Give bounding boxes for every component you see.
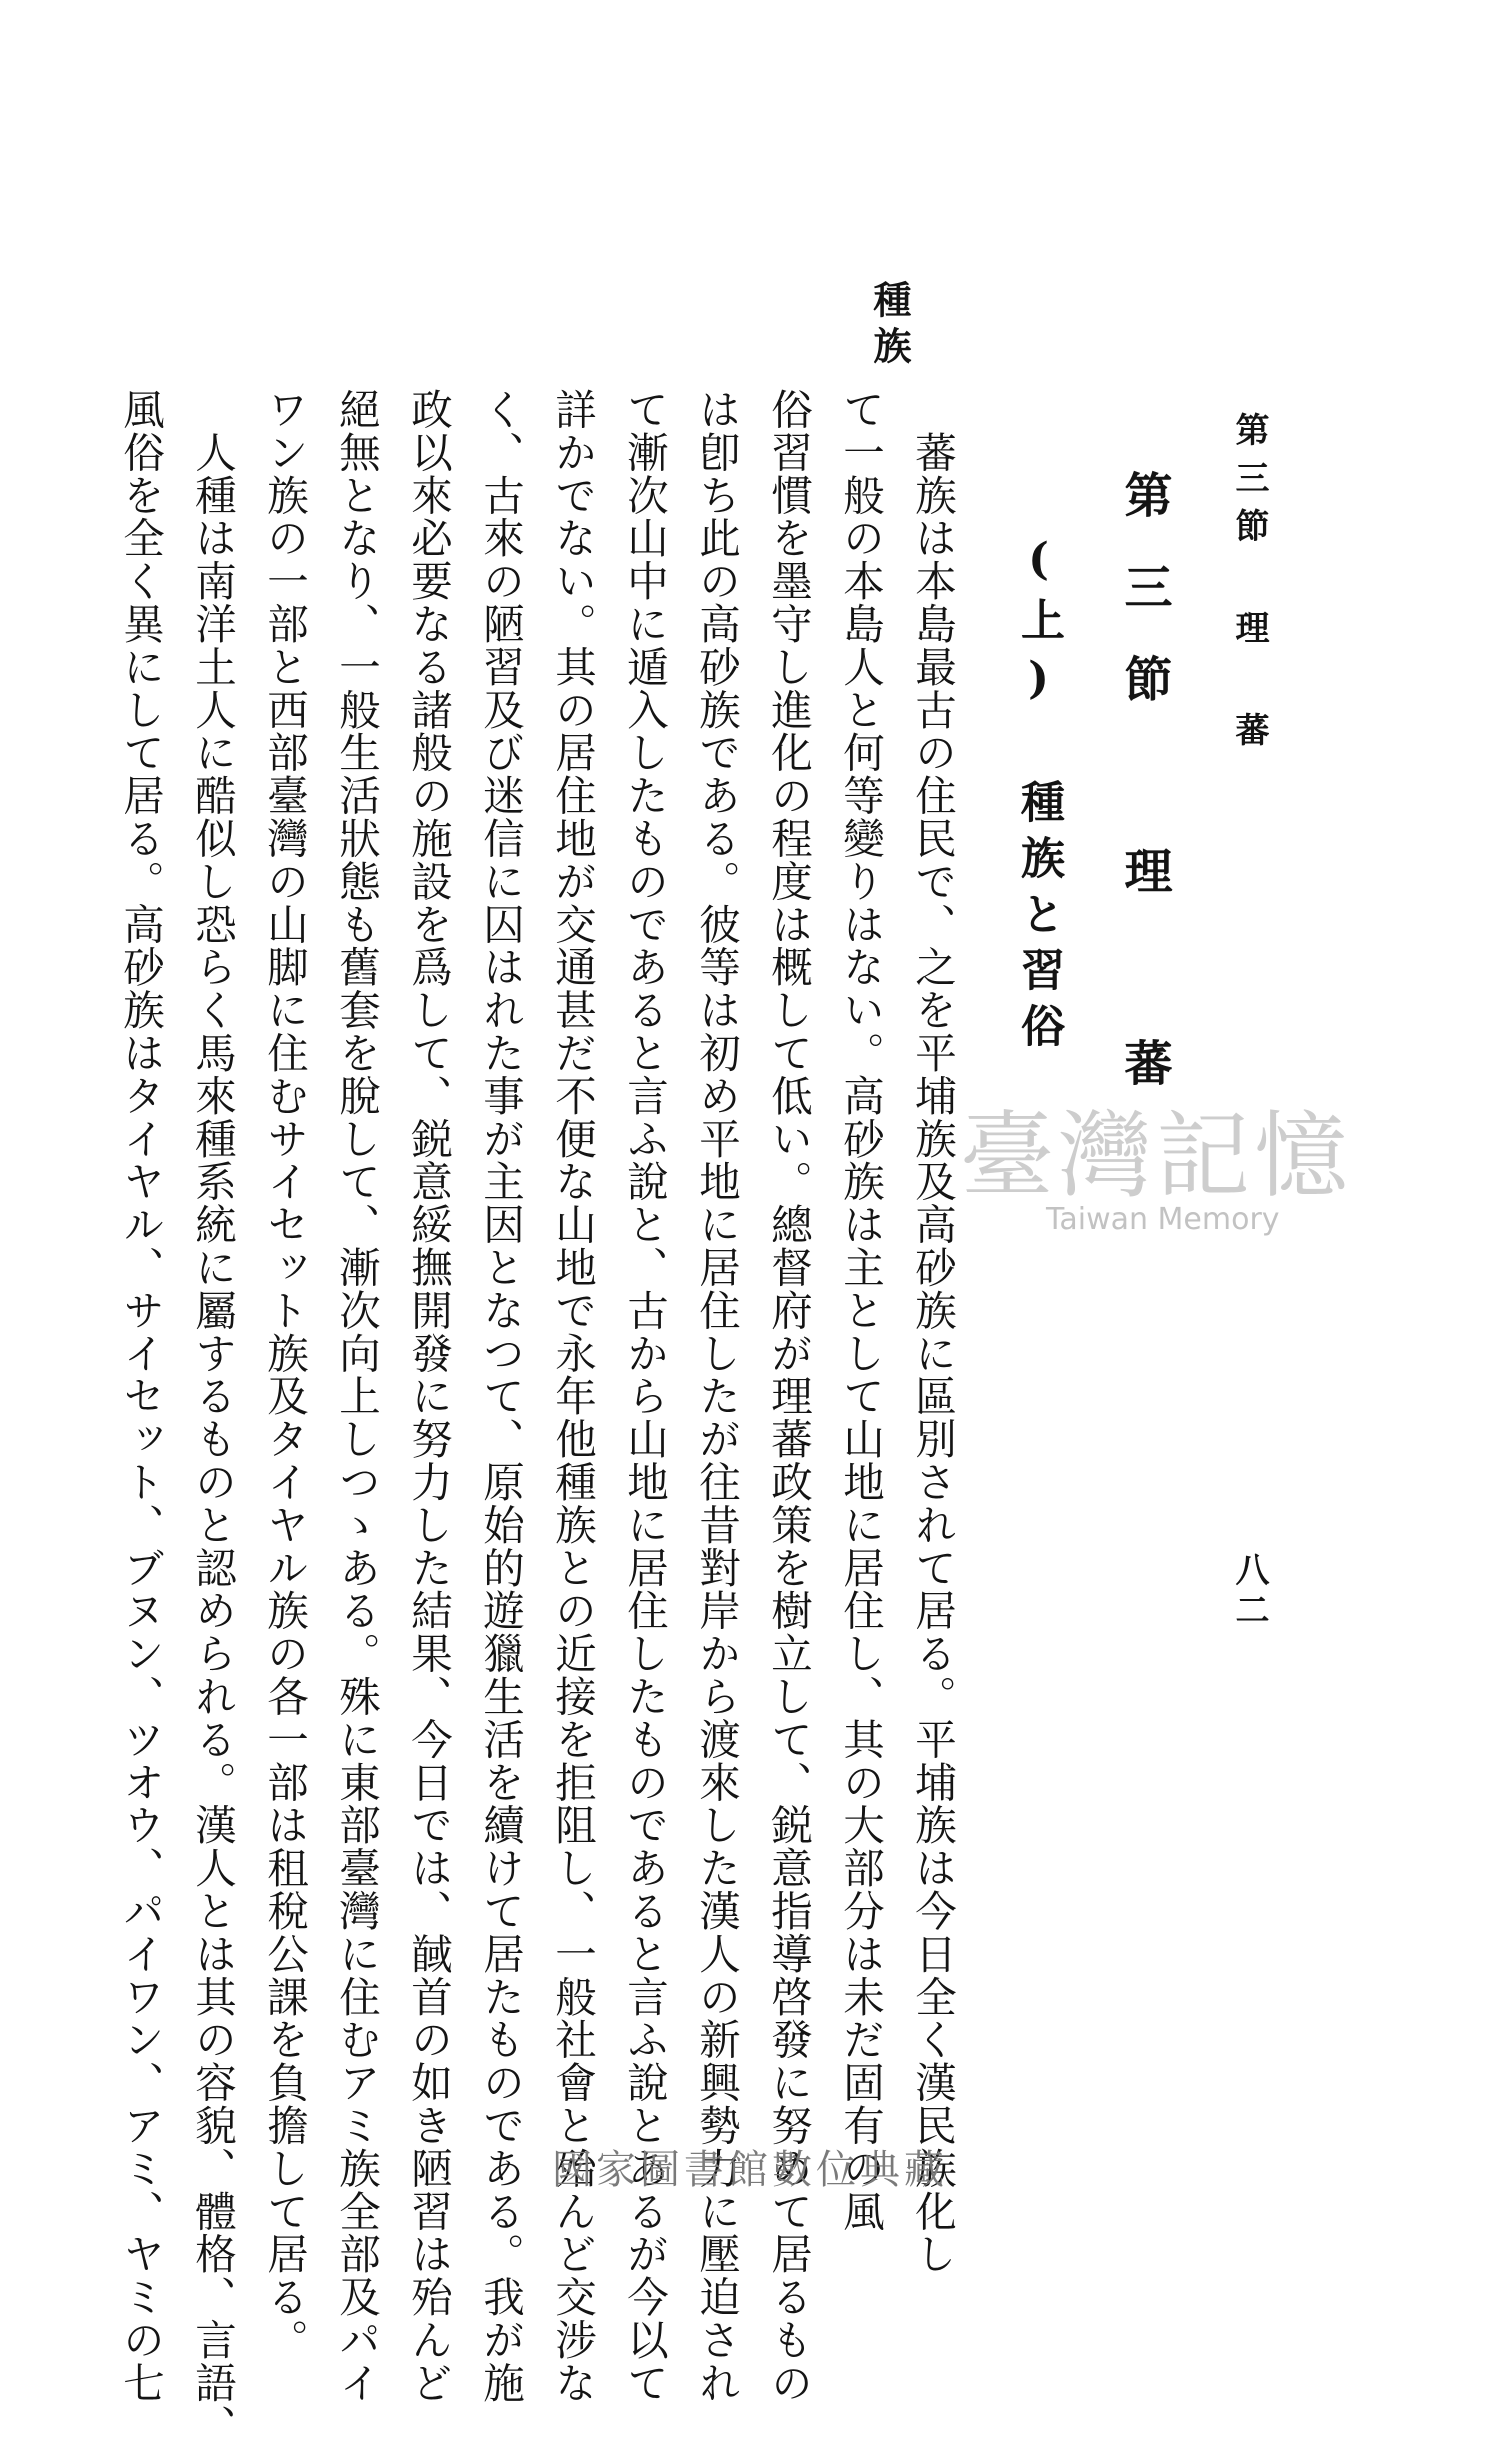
body-line: は卽ち此の高砂族である。彼等は初め平地に居住したが往昔對岸から渡來した漢人の新興勢力に壓迫され bbox=[692, 388, 741, 2405]
watermark-logo bbox=[960, 1080, 1353, 1260]
body-line: 人種は南洋土人に酷似し恐らく馬來種系統に屬するものと認められる。漢人とは其の容貌、體格、言語、 bbox=[188, 388, 237, 2447]
page-number: 八二 bbox=[1229, 1552, 1269, 1632]
body-line: て一般の本島人と何等變りはない。高砂族は主として山地に居住し、其の大部分は未だ固有の風 bbox=[836, 388, 885, 2233]
body-line: て漸次山中に遁入したものであると言ふ說と、古から山地に居住したものであると言ふ說とあるが今以て bbox=[620, 388, 669, 2405]
subsection-title: (上) 種族と習俗 bbox=[1013, 534, 1064, 1059]
body-line: 風俗を全く異にして居る。高砂族はタイヤル、サイセット、ブヌン、ツオウ、パイワン、アミ、ヤミの七 bbox=[116, 388, 165, 2405]
body-line: 詳かでない。其の居住地が交通甚だ不便な山地で永年他種族との近接を拒阻し、一般社會と殆んど交涉な bbox=[548, 388, 597, 2405]
body-line: ワン族の一部と西部臺灣の山脚に住むサイセット族及タイヤル族の各一部は租稅公課を負擔して居る。 bbox=[260, 388, 309, 2362]
side-label: 種族 bbox=[867, 280, 912, 372]
watermark-title: 臺灣記憶 bbox=[960, 1102, 1353, 1211]
section-title: 第三節 理 蕃 bbox=[1116, 470, 1172, 1130]
body-line: 俗習慣を墨守し進化の程度は概して低い。總督府が理蕃政策を樹立して、鋭意指導啓發に努めて居るもの bbox=[764, 388, 813, 2405]
body-line: 蕃族は本島最古の住民で、之を平埔族及高砂族に區別されて居る。平埔族は今日全く漢民族化し bbox=[908, 388, 957, 2276]
body-line: 絕無となり、一般生活狀態も舊套を脫して、漸次向上しつゝある。殊に東部臺灣に住むアミ族全部及パイ bbox=[332, 388, 381, 2405]
body-line: 政以來必要なる諸般の施設を爲して、鋭意綏撫開發に努力した結果、今日では、馘首の如き陋習は殆んど bbox=[404, 388, 453, 2405]
footer-credit: 國家圖書館數位典藏 bbox=[552, 2147, 948, 2193]
watermark-subtitle: Taiwan Memory bbox=[1046, 1202, 1280, 1237]
running-header: 第三節 理 蕃 bbox=[1229, 412, 1269, 760]
body-line: く、古來の陋習及び迷信に囚はれた事が主因となつて、原始的遊獵生活を續けて居たものである。我が施 bbox=[476, 388, 525, 2405]
